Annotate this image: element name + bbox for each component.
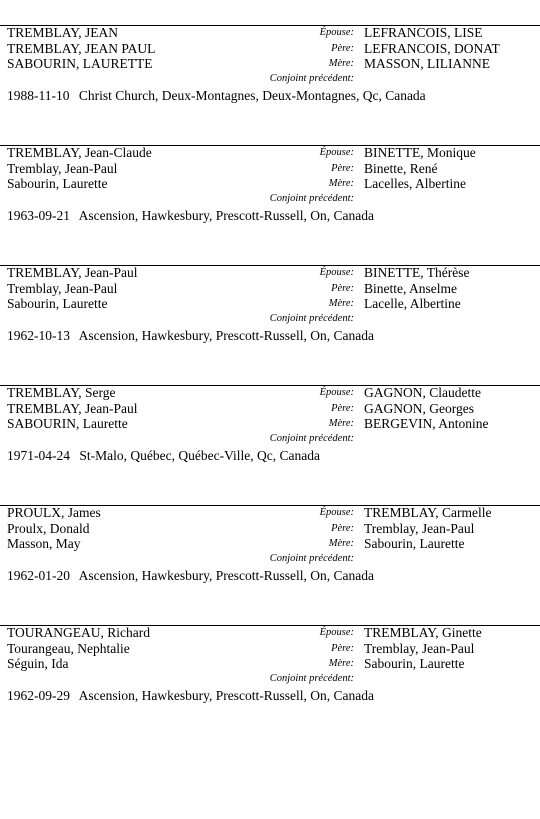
bride-mother: Sabourin, Laurette — [364, 536, 465, 551]
marriage-event — [7, 688, 374, 704]
bride-name: TREMBLAY, Carmelle — [364, 505, 492, 520]
previous-spouse-label: Conjoint précédent: — [269, 193, 354, 204]
groom-name: TREMBLAY, Jean-Paul — [7, 265, 138, 280]
groom-mother: SABOURIN, Laurette — [7, 416, 128, 431]
mother-label: Mère: — [328, 58, 354, 69]
previous-spouse-label: Conjoint précédent: — [269, 673, 354, 684]
marriage-event — [7, 208, 374, 224]
marriage-event — [7, 448, 320, 464]
bride-father: Binette, Anselme — [364, 281, 457, 296]
bride-mother: MASSON, LILIANNE — [364, 56, 490, 71]
previous-spouse-label: Conjoint précédent: — [269, 313, 354, 324]
groom-mother: Sabourin, Laurette — [7, 296, 108, 311]
groom-father: TREMBLAY, Jean-Paul — [7, 401, 138, 416]
spouse-label: Épouse: — [319, 27, 354, 38]
marriage-place: Ascension, Hawkesbury, Prescott-Russell, On, Canada — [78, 688, 374, 703]
marriage-record — [0, 265, 540, 385]
father-label: Père: — [331, 523, 354, 534]
groom-name: TREMBLAY, Serge — [7, 385, 116, 400]
mother-label: Mère: — [328, 178, 354, 189]
marriage-record — [0, 625, 540, 745]
bride-name: BINETTE, Thérèse — [364, 265, 470, 280]
spouse-label: Épouse: — [319, 627, 354, 638]
groom-father: Tourangeau, Nephtalie — [7, 641, 130, 656]
bride-name: BINETTE, Monique — [364, 145, 476, 160]
marriage-date: 1962-10-13 — [7, 328, 70, 343]
groom-mother: Séguin, Ida — [7, 656, 69, 671]
bride-mother: Lacelles, Albertine — [364, 176, 466, 191]
father-label: Père: — [331, 403, 354, 414]
marriage-place: Ascension, Hawkesbury, Prescott-Russell, On, Canada — [78, 208, 374, 223]
mother-label: Mère: — [328, 538, 354, 549]
spouse-label: Épouse: — [319, 267, 354, 278]
groom-father: Proulx, Donald — [7, 521, 90, 536]
bride-mother: BERGEVIN, Antonine — [364, 416, 489, 431]
marriage-date: 1962-01-20 — [7, 568, 70, 583]
spouse-label: Épouse: — [319, 387, 354, 398]
marriage-record — [0, 385, 540, 505]
marriage-date: 1963-09-21 — [7, 208, 70, 223]
groom-father: Tremblay, Jean-Paul — [7, 281, 118, 296]
bride-name: GAGNON, Claudette — [364, 385, 481, 400]
marriage-place: Ascension, Hawkesbury, Prescott-Russell, On, Canada — [78, 328, 374, 343]
bride-father: Tremblay, Jean-Paul — [364, 521, 475, 536]
bride-father: Tremblay, Jean-Paul — [364, 641, 475, 656]
marriage-record — [0, 505, 540, 625]
bride-mother: Lacelle, Albertine — [364, 296, 461, 311]
marriage-date: 1971-04-24 — [7, 448, 70, 463]
groom-name: TREMBLAY, JEAN — [7, 25, 119, 40]
groom-name: TREMBLAY, Jean-Claude — [7, 145, 152, 160]
mother-label: Mère: — [328, 298, 354, 309]
bride-father: GAGNON, Georges — [364, 401, 474, 416]
bride-name: TREMBLAY, Ginette — [364, 625, 482, 640]
marriage-event — [7, 568, 374, 584]
marriage-date: 1988-11-10 — [7, 88, 70, 103]
spouse-label: Épouse: — [319, 147, 354, 158]
marriage-record — [0, 25, 540, 145]
groom-name: TOURANGEAU, Richard — [7, 625, 150, 640]
groom-mother: Sabourin, Laurette — [7, 176, 108, 191]
previous-spouse-label: Conjoint précédent: — [269, 553, 354, 564]
mother-label: Mère: — [328, 658, 354, 669]
groom-mother: SABOURIN, LAURETTE — [7, 56, 153, 71]
marriage-place: Ascension, Hawkesbury, Prescott-Russell, On, Canada — [78, 568, 374, 583]
marriage-place: Christ Church, Deux-Montagnes, Deux-Montagnes, Qc, Canada — [78, 88, 426, 103]
marriage-place: St-Malo, Québec, Québec-Ville, Qc, Canada — [79, 448, 320, 463]
marriage-date: 1962-09-29 — [7, 688, 70, 703]
groom-father: Tremblay, Jean-Paul — [7, 161, 118, 176]
marriage-record — [0, 0, 540, 25]
marriage-event — [7, 88, 426, 104]
marriage-event — [7, 328, 374, 344]
groom-father: TREMBLAY, JEAN PAUL — [7, 41, 156, 56]
bride-mother: Sabourin, Laurette — [364, 656, 465, 671]
previous-spouse-label: Conjoint précédent: — [269, 433, 354, 444]
groom-mother: Masson, May — [7, 536, 81, 551]
bride-father: LEFRANCOIS, DONAT — [364, 41, 500, 56]
spouse-label: Épouse: — [319, 507, 354, 518]
marriage-record — [0, 145, 540, 265]
bride-father: Binette, René — [364, 161, 438, 176]
mother-label: Mère: — [328, 418, 354, 429]
father-label: Père: — [331, 643, 354, 654]
father-label: Père: — [331, 43, 354, 54]
groom-name: PROULX, James — [7, 505, 101, 520]
father-label: Père: — [331, 163, 354, 174]
bride-name: LEFRANCOIS, LISE — [364, 25, 483, 40]
previous-spouse-label: Conjoint précédent: — [269, 73, 354, 84]
father-label: Père: — [331, 283, 354, 294]
